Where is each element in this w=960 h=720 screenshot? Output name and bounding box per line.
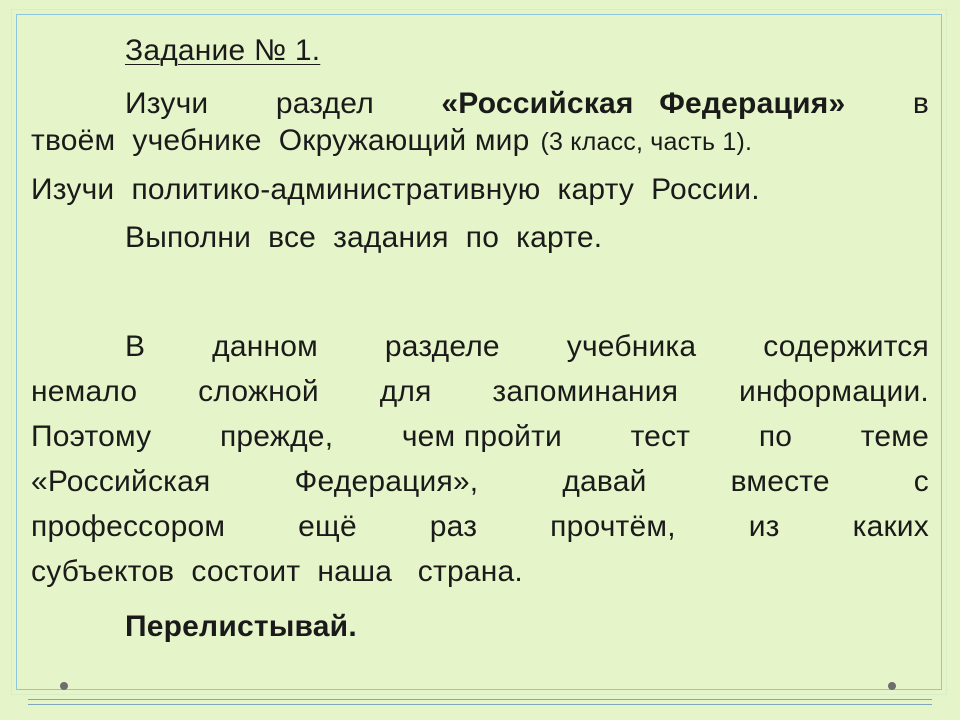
- instruction-line-3: [31, 167, 929, 212]
- word: теме: [860, 420, 929, 453]
- task-title-line: [31, 28, 929, 73]
- word: раздел: [275, 87, 374, 120]
- word: ещё: [298, 510, 357, 543]
- word: учебника: [566, 330, 697, 363]
- word: немало: [31, 375, 138, 408]
- word: давай: [562, 465, 647, 498]
- bottom-rule-1: [28, 699, 932, 700]
- paragraph-line-1: [31, 324, 929, 369]
- tasks-instruction: Выполни все задания по карте.: [125, 221, 603, 254]
- word: сложной: [198, 375, 319, 408]
- instruction-line-2: [31, 118, 929, 163]
- word: вместе: [730, 465, 830, 498]
- section-name: «Российская Федерация»: [441, 87, 846, 120]
- word: Поэтому: [31, 420, 152, 453]
- paragraph-line-4: [31, 459, 929, 504]
- word: «Российская: [31, 465, 211, 498]
- paragraph-line-2: [31, 369, 929, 414]
- word: профессором: [31, 510, 226, 543]
- word: разделе: [384, 330, 500, 363]
- word: содержится: [763, 330, 929, 363]
- bottom-rule-2: [28, 704, 932, 705]
- flip-page-text: Перелистывай.: [125, 610, 357, 643]
- word: Федерация»,: [294, 465, 479, 498]
- map-instruction: Изучи политико-административную карту России.: [31, 173, 760, 206]
- paragraph-last-line: субъектов состоит наша страна.: [31, 555, 523, 588]
- word: тест: [630, 420, 691, 453]
- textbook-details: (3 класс, часть 1).: [540, 128, 753, 156]
- slide-content: [31, 28, 929, 649]
- corner-dot-left: [60, 682, 68, 690]
- word: запоминания: [492, 375, 679, 408]
- corner-dot-right: [888, 682, 896, 690]
- word: каких: [852, 510, 929, 543]
- paragraph-line-3: [31, 414, 929, 459]
- word: из: [748, 510, 780, 543]
- paragraph-line-6: [31, 549, 929, 594]
- textbook-text: твоём учебнике Окружающий мир: [31, 124, 530, 157]
- word: прочтём,: [550, 510, 676, 543]
- paragraph-line-5: [31, 504, 929, 549]
- word: для: [379, 375, 432, 408]
- word: чем пройти: [401, 420, 562, 453]
- word: В: [125, 330, 146, 363]
- instruction-line-4: [31, 215, 929, 260]
- word: Изучи: [125, 87, 209, 120]
- word: с: [913, 465, 929, 498]
- final-line: [31, 604, 929, 649]
- word: в: [912, 87, 929, 120]
- word: информации.: [739, 375, 929, 408]
- word: данном: [212, 330, 318, 363]
- word: прежде,: [219, 420, 334, 453]
- task-title: Задание № 1.: [125, 34, 321, 67]
- word: по: [758, 420, 793, 453]
- word: раз: [429, 510, 478, 543]
